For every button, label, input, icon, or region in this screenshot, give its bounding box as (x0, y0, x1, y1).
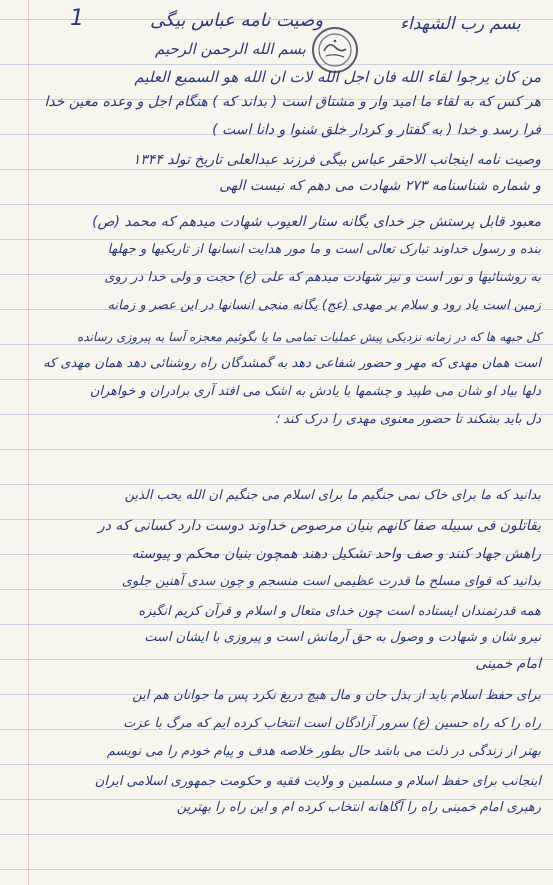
handwritten-line: به روشنائیها و نور است و نیز شهادت میدهم که علی (ع) حجت و ولی خدا در روی (104, 270, 541, 285)
handwritten-line: راهش جهاد کنند و صف واحد تشکیل دهند همچون بنیان محکم و پیوسته (131, 546, 541, 562)
handwritten-line: بدانید که قوای مسلح ما قدرت عظیمی است منسجم و چون سدی آهنین جلوی (121, 574, 541, 589)
handwritten-line: نیرو شان و شهادت و وصول به حق آرمانش است و پیروزی با ایشان است (144, 630, 541, 645)
handwritten-line: فرا رسد و خدا ( به گفتار و کردار خلق شنوا و دانا است ) (212, 122, 541, 138)
handwritten-line: امام خمینی (475, 656, 541, 672)
handwritten-line: راه را که راه حسین (ع) سرور آزادگان است انتخاب کرده ایم که مرگ با عزت (123, 716, 541, 731)
handwritten-line: همه قدرتمندان ایستاده است چون خدای متعال و اسلام و قرآن کریم انگیزه (138, 604, 541, 619)
document-title: وصیت نامه عباس بیگی (150, 10, 324, 31)
handwritten-line: کل جبهه ها که در زمانه نزدیکی پیش عملیات تمامی ما یا بگوئیم معجزه آسا به پیروزی رسانده (77, 330, 541, 344)
basmala: بسم الله الرحمن الرحیم (155, 40, 306, 58)
handwritten-line: هر کس که به لقاء ما امید وار و مشتاق است ( بداند که ) هنگام اجل و وعده معین خدا (44, 94, 541, 110)
stamp-graphic (314, 29, 356, 71)
handwritten-line: است همان مهدی که مهر و حضور شفاعی دهد به گمشدگان راه روشنائی دهد همان مهدی که (43, 356, 541, 371)
handwritten-line: بنده و رسول خداوند تبارک تعالی است و ما مور هدایت انسانها از تاریکیها و جهلها (107, 242, 541, 257)
handwritten-line: بدانید که ما برای خاک نمی جنگیم ما برای اسلام می جنگیم ان الله یحب الذین (124, 488, 541, 503)
round-stamp-icon (312, 27, 358, 73)
top-right-invocation: بسم رب الشهداء (400, 14, 521, 34)
handwritten-line: اینجانب برای حفظ اسلام و مسلمین و ولایت فقیه و حکومت جمهوری اسلامی ایران (94, 774, 541, 789)
handwritten-line: برای حفظ اسلام باید از بذل جان و مال هیچ دریغ نکرد پس ما جوانان هم این (132, 688, 541, 703)
handwritten-line: دلها بیاد او شان می طپید و چشمها با یادش به اشک می افتد آری برادران و خواهران (89, 384, 541, 399)
handwritten-line: و شماره شناسنامه ۲۷۳ شهادت می دهم که نیست الهی (219, 178, 541, 194)
handwritten-line: یقاتلون فی سبیله صفا کانهم بنیان مرصوص خداوند دوست دارد کسانی که در (97, 518, 541, 534)
handwritten-line: بهتر از زندگی در ذلت می باشد حال بطور خلاصه هدف و پیام خودم را می نویسم (106, 744, 541, 759)
handwritten-line: دل باید بشکند تا حضور معنوی مهدی را درک کند ؛ (274, 412, 541, 427)
handwritten-line: وصیت نامه اینجانب الاحقر عباس بیگی فرزند عبدالعلی تاریخ تولد ۱۳۴۴ (132, 152, 541, 168)
handwritten-line: رهبری امام خمینی راه را آگاهانه انتخاب کرده ام و این راه را بهترین (176, 800, 541, 815)
handwritten-line: زمین است یاد رود و سلام بر مهدی (عج) یگانه منجی انسانها در این عصر و زمانه (107, 298, 541, 313)
handwritten-line: من کان یرجوا لقاء الله فان اجل الله لات ان الله هو السمیع العلیم (134, 68, 541, 86)
handwritten-line: معبود قابل پرستش جز خدای یگانه ستار العیوب شهادت میدهم که محمد (ص) (92, 214, 541, 230)
document-number: 1 (70, 6, 84, 31)
